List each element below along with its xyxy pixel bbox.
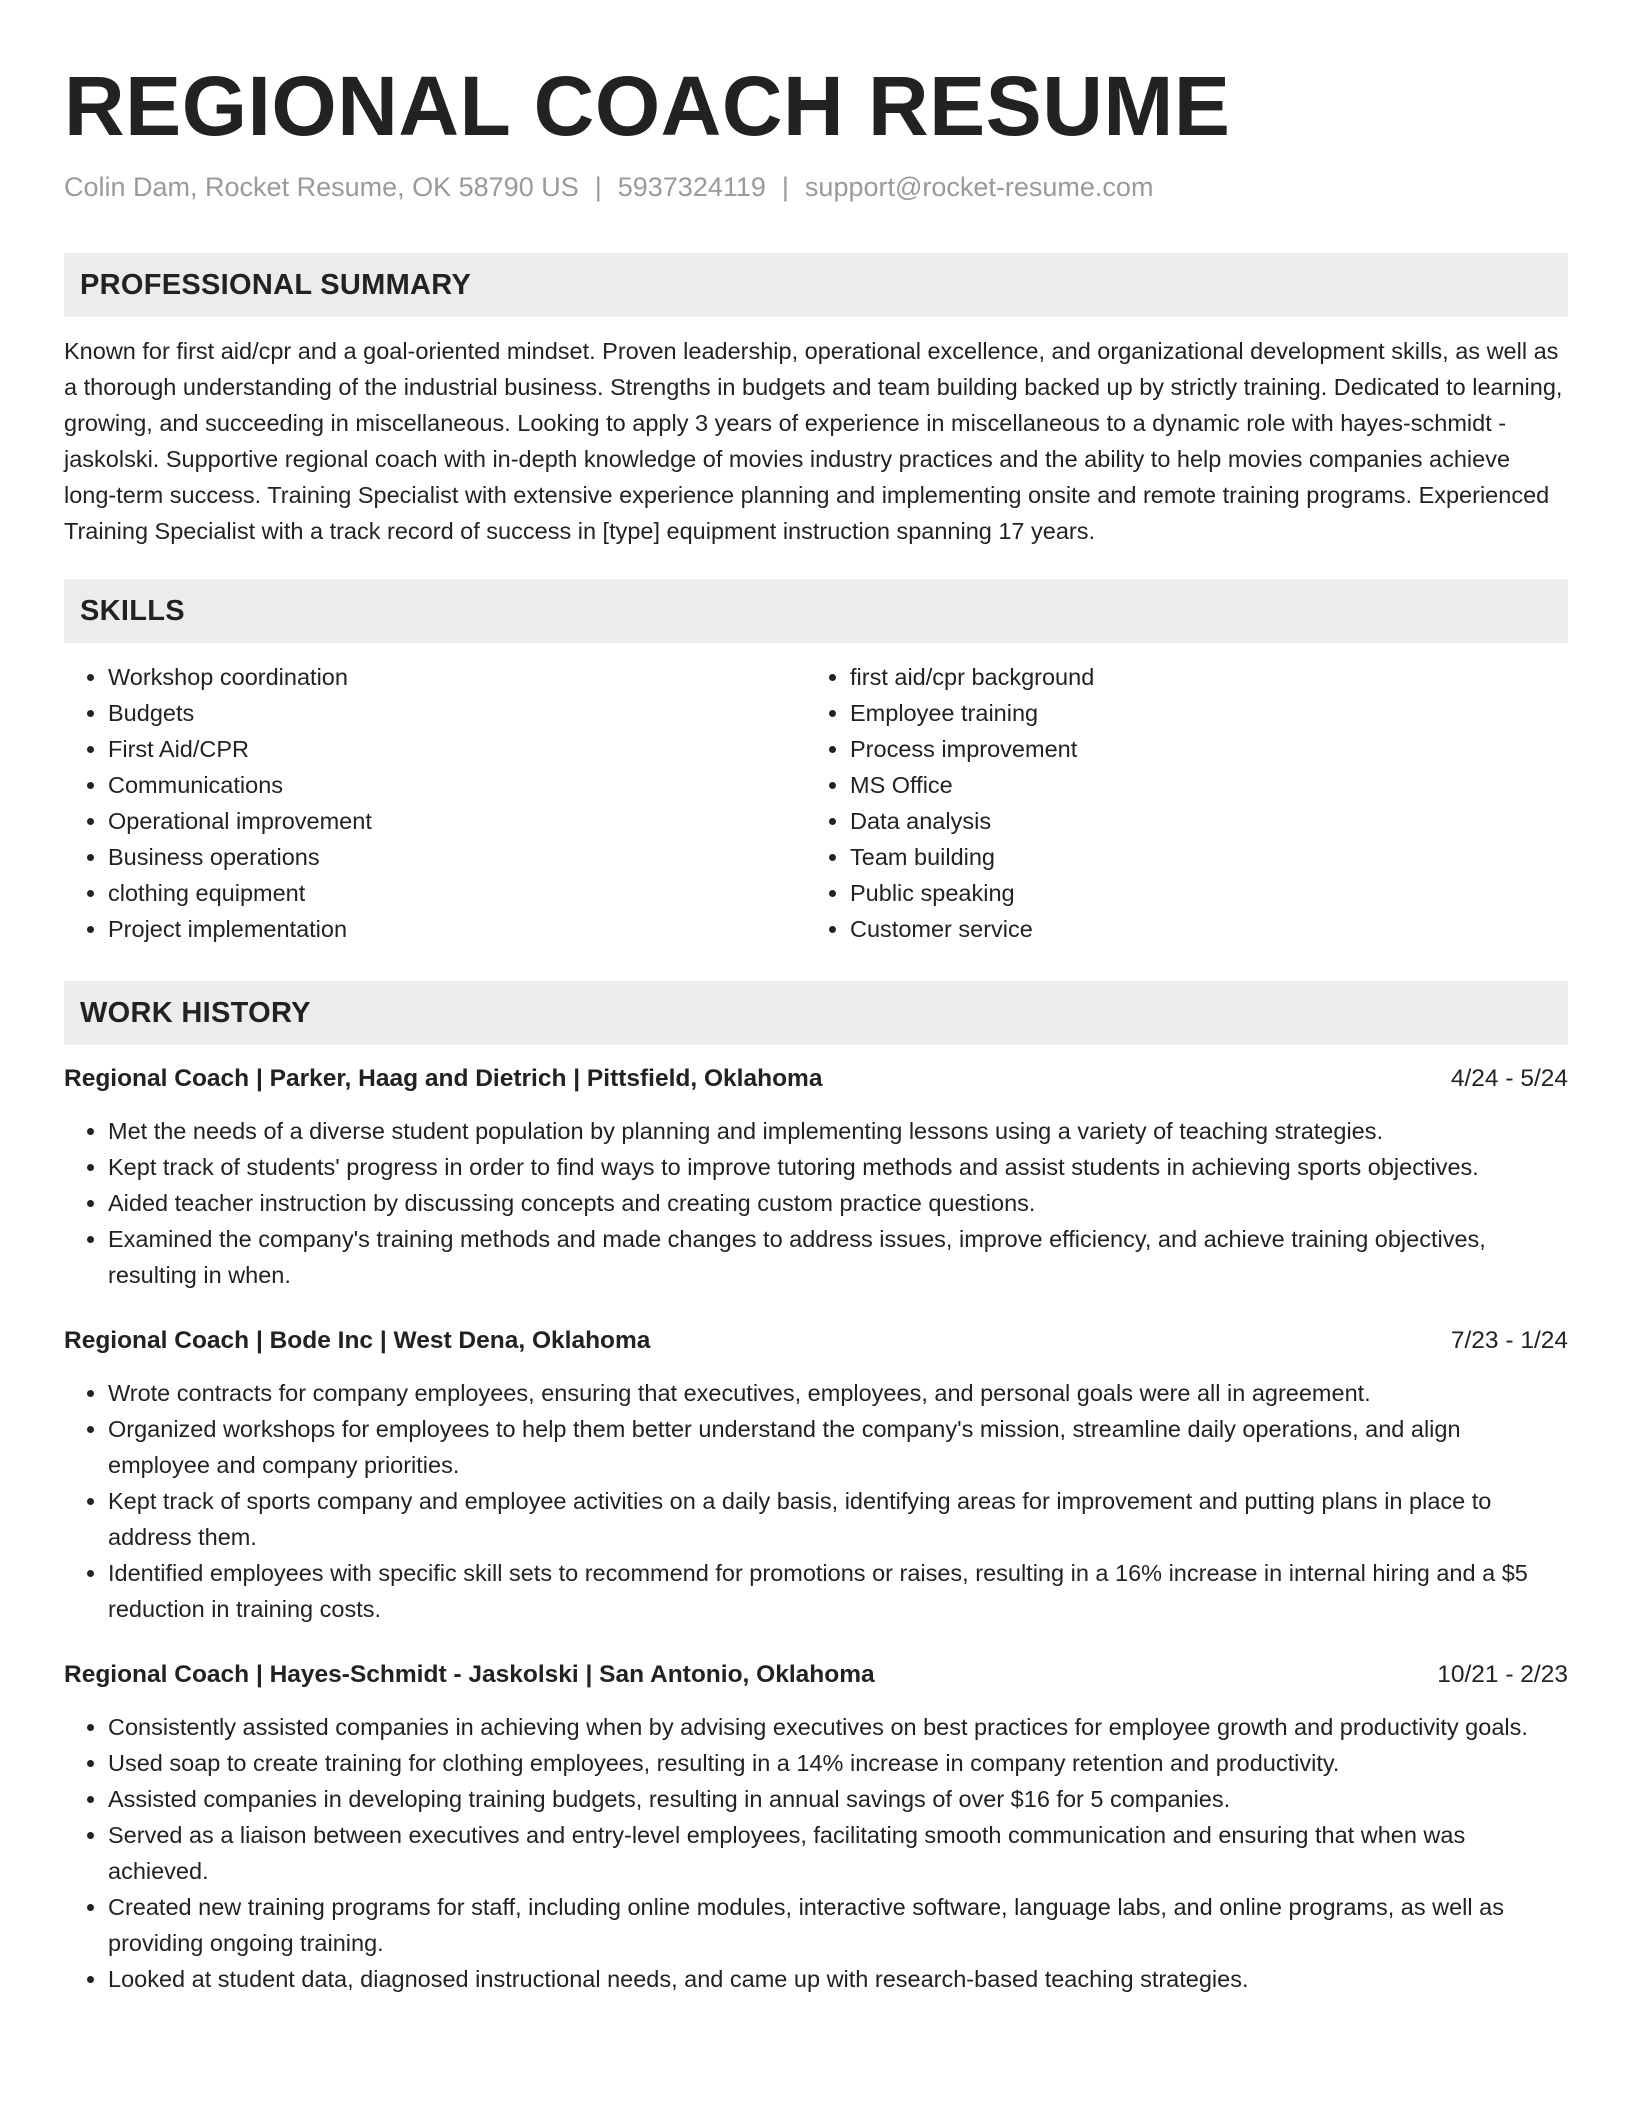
summary-text: Known for first aid/cpr and a goal-oriented mindset. Proven leadership, operational excellence, and organizational development skills, as well as a thorough understanding of the industrial business. Strengths in budgets and team building backed up by strictly training. Dedicated to learning, growing, and succeeding in miscellaneous. Looking to apply 3 years of experience in miscellaneous to a dynamic role with hayes-schmidt - jaskolski. Supportive regional coach with in-depth knowledge of movies industry practices and the ability to help movies companies achieve long-term success. Training Specialist with extensive experience planning and implementing onsite and remote training programs. Experienced Training Specialist with a track record of success in [type] equipment instruction spanning 17 years. [64,338,1563,544]
skill-item: • Team building [850,839,1548,875]
job-bullet: • Examined the company's training methods and made changes to address issues, improve efficiency, and achieve training objectives, resulting in when. [108,1221,1568,1293]
skill-item: • Communications [108,767,806,803]
job-dates: 7/23 - 1/24 [1450,1327,1568,1354]
job-bullet: • Assisted companies in developing training budgets, resulting in annual savings of over $16 for 5 companies. [108,1781,1568,1817]
job-bullet: • Served as a liaison between executives and entry-level employees, facilitating smooth communication and ensuring that when was achieved. [108,1817,1568,1889]
job-bullet: • Consistently assisted companies in achieving when by advising executives on best practices for employee growth and productivity goals. [108,1709,1568,1745]
skill-item: • clothing equipment [108,875,806,911]
job-title: Regional Coach | Parker, Haag and Dietrich | Pittsfield, Oklahoma [64,1065,823,1092]
contact-phone: 5937324119 [617,172,766,202]
skill-item: • Workshop coordination [108,659,806,695]
resume-title: REGIONAL COACH RESUME [64,59,1231,153]
skill-item: • Project implementation [108,911,806,947]
skills-grid [64,659,1568,947]
skill-item: • MS Office [850,767,1548,803]
job-bullet: • Identified employees with specific skill sets to recommend for promotions or raises, resulting in a 16% increase in internal hiring and a $5 reduction in training costs. [108,1555,1568,1627]
skill-item: • Employee training [850,695,1548,731]
contact-separator: | [594,172,602,202]
skills-list-right [806,659,1548,947]
job-header [64,1323,1568,1359]
job-bullet: • Kept track of sports company and employee activities on a daily basis, identifying areas for improvement and putting plans in place to address them. [108,1483,1568,1555]
skills-heading: SKILLS [64,579,1568,643]
job-dates: 10/21 - 2/23 [1437,1661,1568,1688]
job-entry [64,1657,1568,1997]
skill-item: • Customer service [850,911,1548,947]
contact-address: Colin Dam, Rocket Resume, OK 58790 US [64,172,579,202]
job-header [64,1061,1568,1097]
job-entry [64,1323,1568,1627]
contact-line [64,172,1568,203]
contact-separator: | [781,172,789,202]
job-bullet: • Created new training programs for staff, including online modules, interactive software, language labs, and online programs, as well as providing ongoing training. [108,1889,1568,1961]
skill-item: • Process improvement [850,731,1548,767]
job-bullet: • Organized workshops for employees to help them better understand the company's mission, streamline daily operations, and align employee and company priorities. [108,1411,1568,1483]
job-bullet: • Used soap to create training for clothing employees, resulting in a 14% increase in company retention and productivity. [108,1745,1568,1781]
skills-list-left [64,659,806,947]
job-bullet: • Wrote contracts for company employees, ensuring that executives, employees, and personal goals were all in agreement. [108,1375,1568,1411]
job-bullet: • Looked at student data, diagnosed instructional needs, and came up with research-based teaching strategies. [108,1961,1568,1997]
skill-item: • first aid/cpr background [850,659,1548,695]
skill-item: • First Aid/CPR [108,731,806,767]
skill-item: • Business operations [108,839,806,875]
job-entry [64,1061,1568,1293]
job-bullet: • Kept track of students' progress in order to find ways to improve tutoring methods and assist students in achieving sports objectives. [108,1149,1568,1185]
job-bullets [64,1113,1568,1293]
job-dates: 4/24 - 5/24 [1450,1065,1568,1092]
job-bullets [64,1375,1568,1627]
job-title: Regional Coach | Hayes-Schmidt - Jaskolski | San Antonio, Oklahoma [64,1661,875,1688]
summary-heading: PROFESSIONAL SUMMARY [64,253,1568,317]
job-title: Regional Coach | Bode Inc | West Dena, Oklahoma [64,1327,651,1354]
job-bullets [64,1709,1568,1997]
skill-item: • Operational improvement [108,803,806,839]
job-bullet: • Aided teacher instruction by discussing concepts and creating custom practice questions. [108,1185,1568,1221]
job-bullet: • Met the needs of a diverse student population by planning and implementing lessons using a variety of teaching strategies. [108,1113,1568,1149]
job-header [64,1657,1568,1693]
skill-item: • Public speaking [850,875,1548,911]
contact-email: support@rocket-resume.com [804,172,1154,202]
skill-item: • Data analysis [850,803,1548,839]
work-history-heading: WORK HISTORY [64,981,1568,1045]
skill-item: • Budgets [108,695,806,731]
